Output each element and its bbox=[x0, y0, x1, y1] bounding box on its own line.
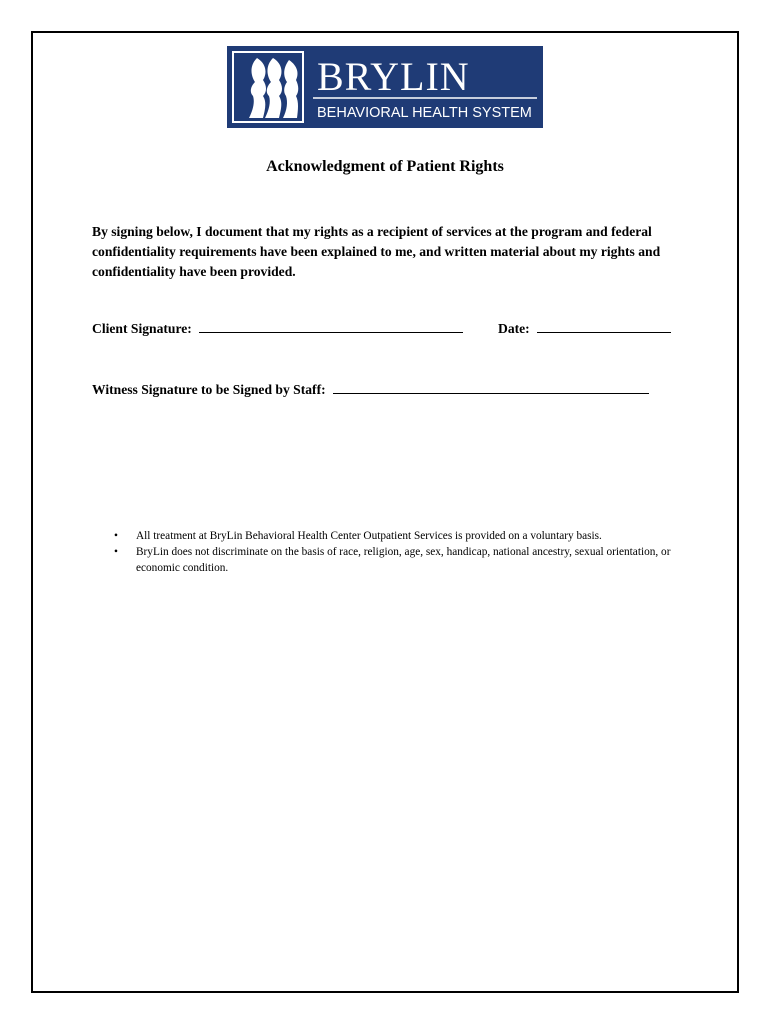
list-item bbox=[114, 544, 674, 576]
acknowledgment-statement: By signing below, I document that my rights as a recipient of services at the program and federal confidentiality requirements have been explained to me, and written material about my rights and confidentiality have been provided. bbox=[92, 224, 661, 279]
bullet-icon: • bbox=[114, 530, 118, 542]
brand-tagline: BEHAVIORAL HEALTH SYSTEM bbox=[317, 105, 532, 121]
client-signature-field[interactable] bbox=[199, 320, 463, 333]
page-title: Acknowledgment of Patient Rights bbox=[266, 158, 504, 175]
note-text: BryLin does not discriminate on the basis of race, religion, age, sex, handicap, national ancestry, sexual orientation, or economic condition. bbox=[136, 546, 671, 574]
client-signature-label: Client Signature: bbox=[92, 321, 192, 336]
witness-signature-label: Witness Signature to be Signed by Staff: bbox=[92, 382, 326, 397]
bullet-icon: • bbox=[114, 546, 118, 558]
date-row bbox=[498, 320, 671, 337]
brand-name: BRYLIN bbox=[317, 54, 470, 99]
notes-list bbox=[114, 528, 674, 576]
brylin-logo bbox=[227, 46, 543, 128]
date-field[interactable] bbox=[537, 320, 671, 333]
brylin-logo-graphic bbox=[227, 46, 543, 128]
witness-signature-field[interactable] bbox=[333, 381, 649, 394]
client-signature-row bbox=[92, 320, 463, 337]
note-text: All treatment at BryLin Behavioral Health Center Outpatient Services is provided on a voluntary basis. bbox=[136, 530, 602, 542]
list-item bbox=[114, 528, 674, 544]
date-label: Date: bbox=[498, 321, 530, 336]
witness-signature-row bbox=[92, 381, 649, 398]
